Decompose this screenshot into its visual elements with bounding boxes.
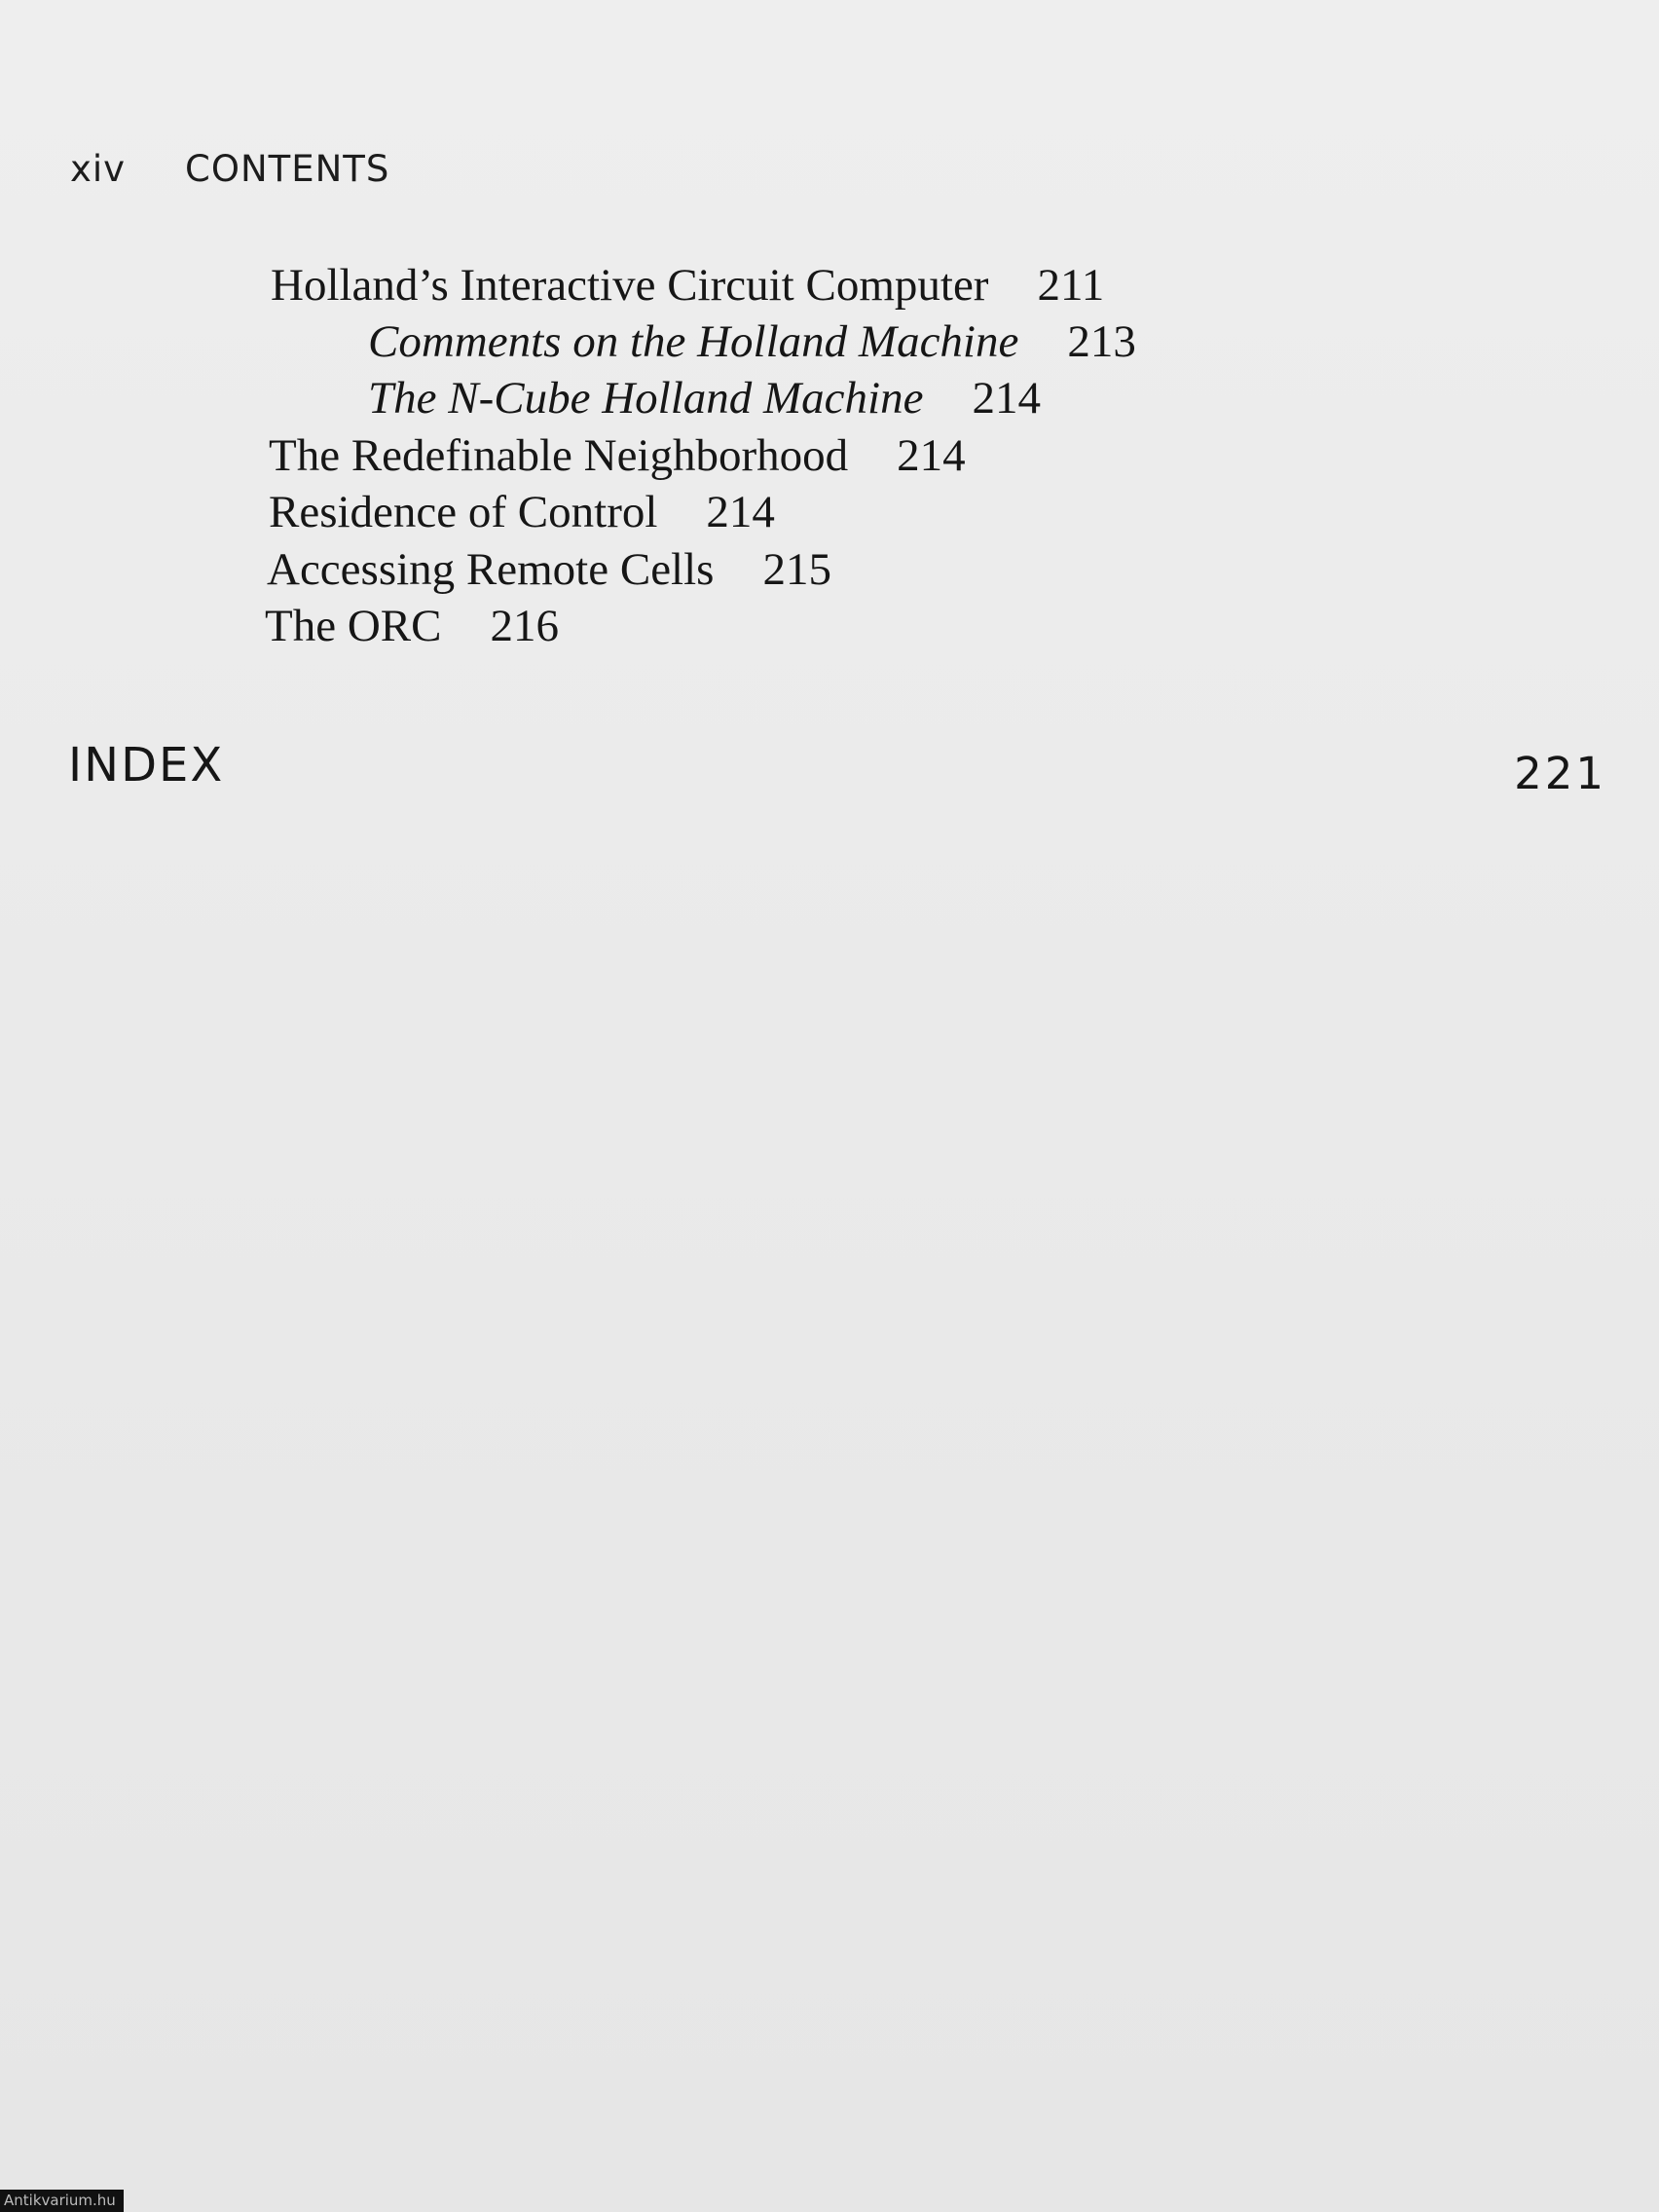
toc-entry-page: 211 — [1037, 260, 1105, 311]
toc-entry — [271, 260, 1105, 311]
toc-entry — [267, 544, 831, 595]
toc-subentry — [368, 316, 1136, 367]
toc-entry-title: Accessing Remote Cells — [267, 544, 715, 595]
watermark: Antikvarium.hu — [0, 2190, 124, 2212]
toc-entry-title: Comments on the Holland Machine — [368, 316, 1019, 367]
toc-entry-page: 214 — [972, 373, 1041, 424]
toc-entry-title: The ORC — [265, 601, 442, 651]
toc-entry-page: 214 — [897, 430, 966, 481]
toc-entry-title: Holland’s Interactive Circuit Computer — [271, 260, 989, 311]
toc-entry — [269, 487, 775, 537]
running-head — [70, 148, 389, 190]
toc-entry-title: Residence of Control — [269, 487, 658, 537]
index-page-number: 221 — [1514, 748, 1606, 799]
toc-entry-title: The N-Cube Holland Machine — [368, 373, 924, 424]
running-head-title: CONTENTS — [185, 148, 390, 190]
toc-entry-page: 214 — [706, 487, 775, 537]
toc-entry — [269, 430, 966, 481]
toc-entry-page: 215 — [762, 544, 831, 595]
toc-subentry — [368, 373, 1041, 424]
page-number: xiv — [70, 148, 127, 190]
toc-entry-page: 216 — [490, 601, 559, 651]
toc-entry-title: The Redefinable Neighborhood — [269, 430, 849, 481]
index-heading: INDEX — [68, 738, 225, 793]
toc-entry — [265, 601, 559, 651]
toc-entry-page: 213 — [1067, 316, 1136, 367]
